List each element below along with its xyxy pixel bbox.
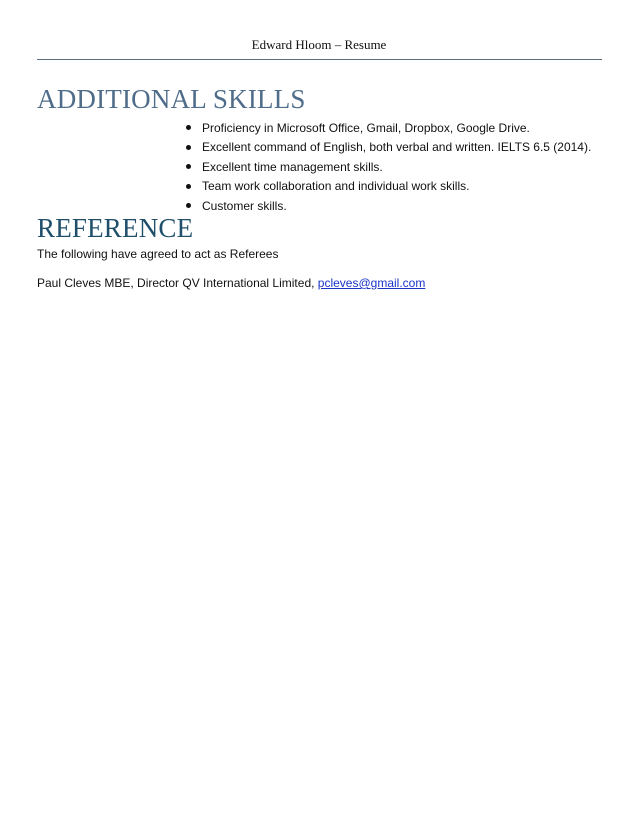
reference-intro: The following have agreed to act as Referees — [37, 247, 279, 261]
bullet-icon — [186, 164, 191, 169]
bullet-icon — [186, 203, 191, 208]
skill-text: Team work collaboration and individual work skills. — [202, 179, 470, 194]
bullet-icon — [186, 184, 191, 189]
list-item — [186, 177, 591, 197]
list-item — [186, 138, 591, 158]
bullet-icon — [186, 145, 191, 150]
referee-line — [37, 276, 425, 290]
list-item — [186, 157, 591, 177]
list-item — [186, 118, 591, 138]
skill-text: Excellent time management skills. — [202, 159, 383, 174]
reference-heading: REFERENCE — [37, 213, 194, 243]
skills-list — [186, 118, 591, 216]
referee-email-link[interactable]: pcleves@gmail.com — [317, 276, 426, 290]
header-divider — [37, 59, 602, 60]
bullet-icon — [186, 125, 191, 130]
skill-text: Customer skills. — [202, 198, 287, 213]
list-item — [186, 196, 591, 216]
skill-text: Excellent command of English, both verbal and written. IELTS 6.5 (2014). — [202, 140, 592, 155]
additional-skills-heading: ADDITIONAL SKILLS — [37, 84, 306, 114]
skill-text: Proficiency in Microsoft Office, Gmail, Dropbox, Google Drive. — [202, 120, 530, 135]
referee-text: Paul Cleves MBE, Director QV International Limited, — [37, 276, 318, 290]
page-header: Edward Hloom – Resume — [251, 37, 387, 52]
